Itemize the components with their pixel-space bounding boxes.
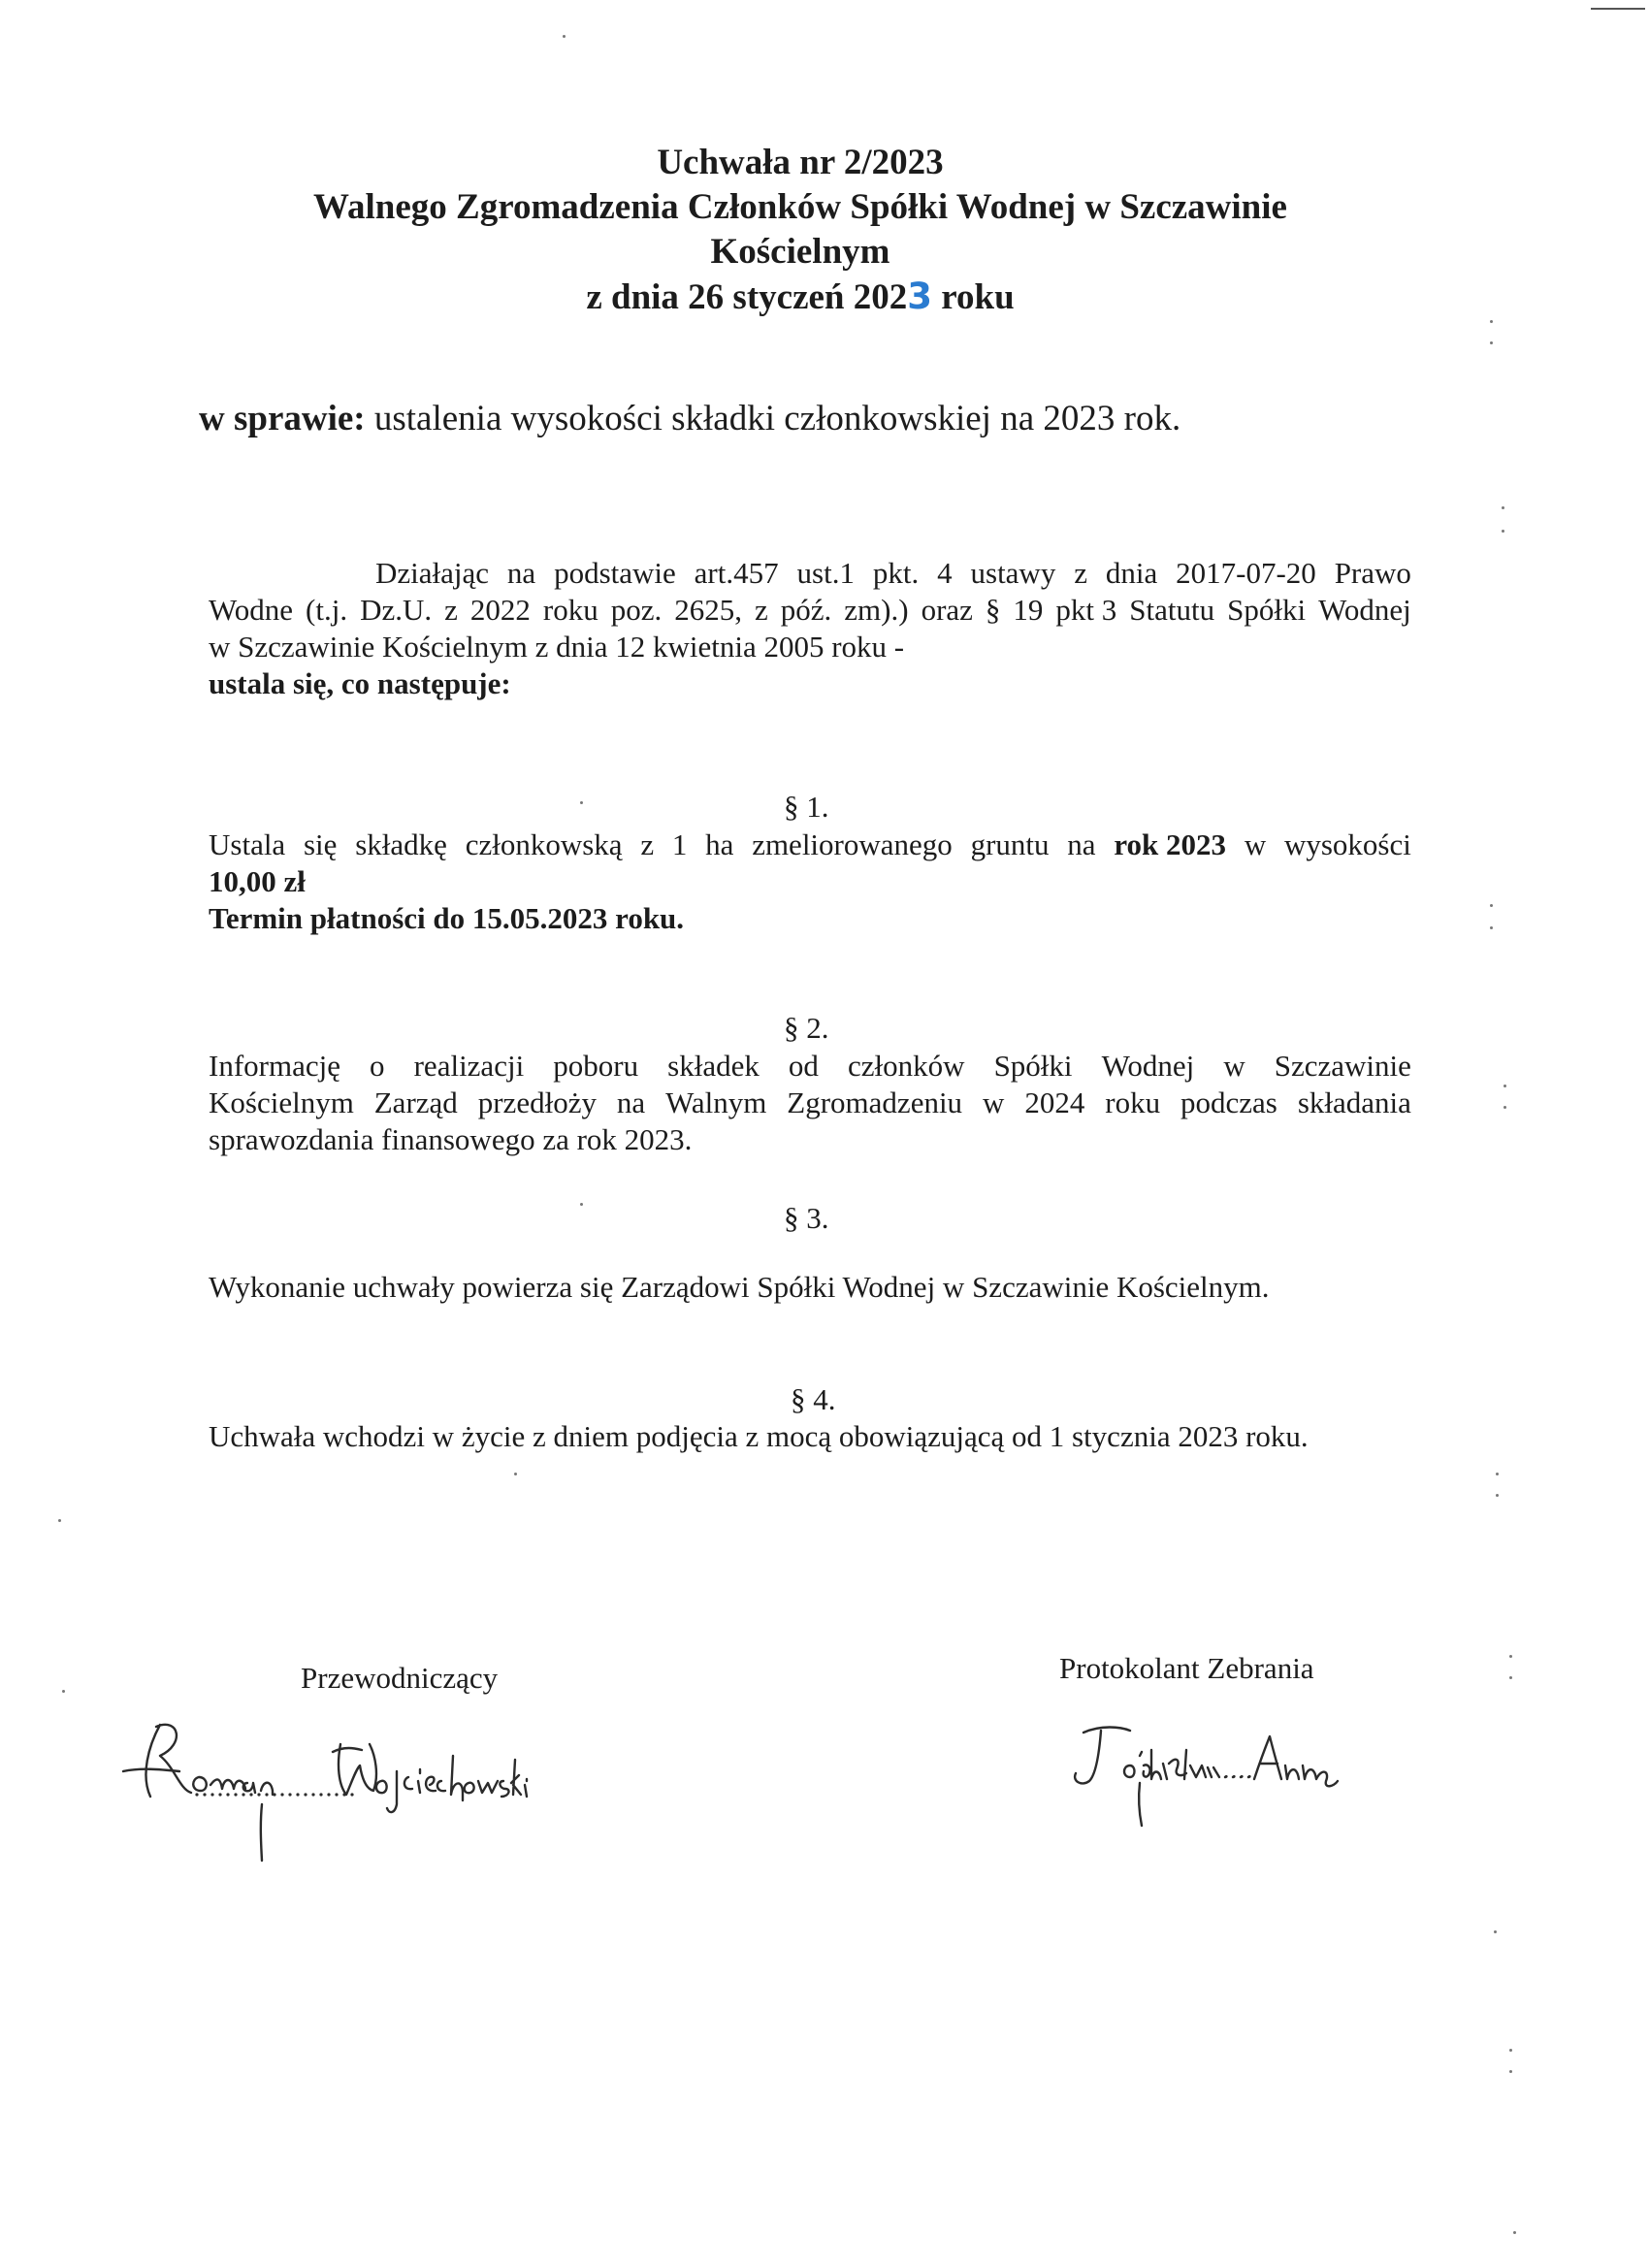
scan-speck	[1509, 2049, 1512, 2052]
word: Wodne	[209, 593, 294, 627]
scan-speck	[580, 1203, 583, 1206]
paragraph-3-line-1: Wykonanie uchwały powierza się Zarządowi Spółki Wodnej w Szczawinie Kościelnym.	[209, 1270, 1270, 1304]
word: 2022	[469, 593, 531, 627]
word: ha	[705, 827, 734, 861]
paragraph-4-line-1: Uchwała wchodzi w życie z dniem podjęcia z mocą obowiązującą od 1 stycznia 2023 roku.	[209, 1419, 1309, 1453]
scan-speck	[514, 1473, 517, 1475]
word: roku	[1105, 1085, 1161, 1119]
word: składkę	[355, 827, 447, 861]
word: Szczawinie	[1274, 1049, 1411, 1083]
legal-basis-line-4: ustala się, co następuje:	[209, 666, 511, 700]
word: póź.	[780, 593, 832, 627]
scan-speck	[1513, 2231, 1516, 2234]
scan-speck	[1490, 904, 1493, 907]
word: składek	[667, 1049, 760, 1083]
word: z	[444, 593, 458, 627]
secretary-signature	[1062, 1707, 1392, 1833]
word: zm).)	[844, 593, 909, 627]
word: w	[1223, 1049, 1245, 1083]
word: 19	[1013, 593, 1044, 627]
scan-speck	[1509, 1676, 1512, 1679]
scan-speck	[1509, 1655, 1512, 1658]
resolution-date	[194, 275, 1406, 320]
word: członków	[847, 1049, 965, 1083]
word: się	[303, 827, 338, 861]
legal-basis-line-2	[209, 592, 1411, 629]
word: ustawy	[970, 556, 1056, 590]
scan-edge-mark	[1591, 8, 1645, 10]
word: Zgromadzeniu	[787, 1085, 963, 1119]
word: w	[983, 1085, 1005, 1119]
paragraph-1-line-3: Termin płatności do 15.05.2023 roku.	[209, 901, 685, 935]
word: 4	[937, 556, 953, 590]
word: w	[1244, 827, 1267, 861]
resolution-title: Uchwała nr 2/2023	[657, 143, 944, 182]
word: składania	[1297, 1085, 1411, 1119]
scan-speck	[1490, 341, 1493, 344]
word: Wodnej	[1318, 593, 1411, 627]
scan-speck	[1490, 926, 1493, 929]
paragraph-2-line-1	[209, 1048, 1411, 1085]
scan-speck	[1496, 1494, 1499, 1497]
subject-text: ustalenia wysokości składki członkowskiej na 2023 rok.	[365, 399, 1181, 438]
chair-role-label: Przewodniczący	[301, 1661, 499, 1695]
scan-speck	[1502, 530, 1504, 533]
word: o	[370, 1049, 385, 1083]
paragraph-1-number: § 1.	[784, 790, 829, 824]
scan-speck	[1509, 2070, 1512, 2073]
paragraph-2-line-2	[209, 1085, 1411, 1121]
word: 2017-07-20	[1176, 556, 1316, 590]
handwritten-correction: 3	[907, 275, 932, 317]
word: na	[616, 1085, 646, 1119]
scan-speck	[563, 35, 566, 38]
word: (t.j.	[306, 593, 348, 627]
scan-speck	[1496, 1473, 1499, 1475]
word: pkt.	[872, 556, 920, 590]
word: z	[1074, 556, 1087, 590]
scan-speck	[1504, 1106, 1506, 1109]
legal-basis	[209, 555, 1411, 702]
word: pkt 3	[1055, 593, 1117, 627]
scan-speck	[1504, 1085, 1506, 1087]
paragraph-4-number: § 4.	[791, 1382, 836, 1416]
scan-speck	[1494, 1930, 1497, 1933]
word: roku	[542, 593, 598, 627]
word: Wodnej	[1101, 1049, 1195, 1083]
bold-year-phrase: rok 2023	[1114, 827, 1227, 861]
word: art.457	[694, 556, 779, 590]
paragraph-2-number: § 2.	[784, 1011, 829, 1045]
word: członkowską	[465, 827, 623, 861]
subject-label: w sprawie:	[199, 399, 366, 438]
word: zmeliorowanego	[752, 827, 953, 861]
word: na	[506, 556, 536, 590]
scan-speck	[580, 801, 583, 804]
word: 2024	[1024, 1085, 1085, 1119]
word: Spółki	[993, 1049, 1073, 1083]
paragraph-2-text	[209, 1048, 1411, 1158]
secretary-role-label: Protokolant Zebrania	[1059, 1651, 1314, 1685]
word: przedłoży	[477, 1085, 597, 1119]
word: ust.1	[796, 556, 855, 590]
paragraph-1-line-1	[209, 826, 1411, 863]
word: 1	[671, 827, 688, 861]
paragraph-1-text	[209, 826, 1411, 937]
word: §	[985, 593, 1001, 627]
word: Statutu	[1129, 593, 1215, 627]
word: z	[755, 593, 768, 627]
word: Spółki	[1227, 593, 1307, 627]
word: Zarząd	[373, 1085, 458, 1119]
scan-speck	[58, 1519, 61, 1522]
word: od	[788, 1049, 819, 1083]
word: z	[640, 827, 655, 861]
word: Kościelnym	[209, 1085, 354, 1119]
word: poz.	[610, 593, 663, 627]
legal-basis-line-1	[209, 555, 1411, 592]
legal-basis-line-3: w Szczawinie Kościelnym z dnia 12 kwietnia 2005 roku -	[209, 630, 905, 664]
date-suffix: roku	[932, 277, 1015, 317]
paragraph-3-number: § 3.	[784, 1201, 829, 1235]
word: Walnym	[665, 1085, 767, 1119]
scan-speck	[62, 1690, 65, 1693]
word: podstawie	[554, 556, 676, 590]
word: oraz	[921, 593, 973, 627]
word: na	[1067, 827, 1096, 861]
word: 2625,	[674, 593, 743, 627]
word: Działając	[375, 556, 490, 590]
word: Dz.U.	[360, 593, 433, 627]
word: Ustala	[209, 827, 286, 861]
paragraph-4-text	[209, 1418, 1411, 1455]
word: Prawo	[1334, 556, 1411, 590]
word: Informację	[209, 1049, 340, 1083]
word: podczas	[1180, 1085, 1277, 1119]
resolution-body-name: Walnego Zgromadzenia Członków Spółki Wodnej w Szczawinie	[313, 187, 1287, 227]
word: wysokości	[1283, 827, 1411, 861]
paragraph-3-text	[209, 1269, 1411, 1306]
word: dnia	[1105, 556, 1158, 590]
paragraph-1-line-2: 10,00 zł	[209, 864, 306, 898]
word: poboru	[553, 1049, 639, 1083]
date-prefix: z dnia 26 styczeń 202	[586, 277, 908, 317]
word: realizacji	[413, 1049, 525, 1083]
resolution-body-name-cont: Kościelnym	[710, 232, 890, 272]
resolution-subject	[199, 398, 1180, 439]
scan-speck	[1490, 320, 1493, 323]
scan-speck	[1502, 506, 1504, 509]
resolution-header	[194, 141, 1406, 320]
word: gruntu	[970, 827, 1050, 861]
chair-signature	[121, 1688, 548, 1863]
paragraph-2-line-3: sprawozdania finansowego za rok 2023.	[209, 1122, 693, 1156]
